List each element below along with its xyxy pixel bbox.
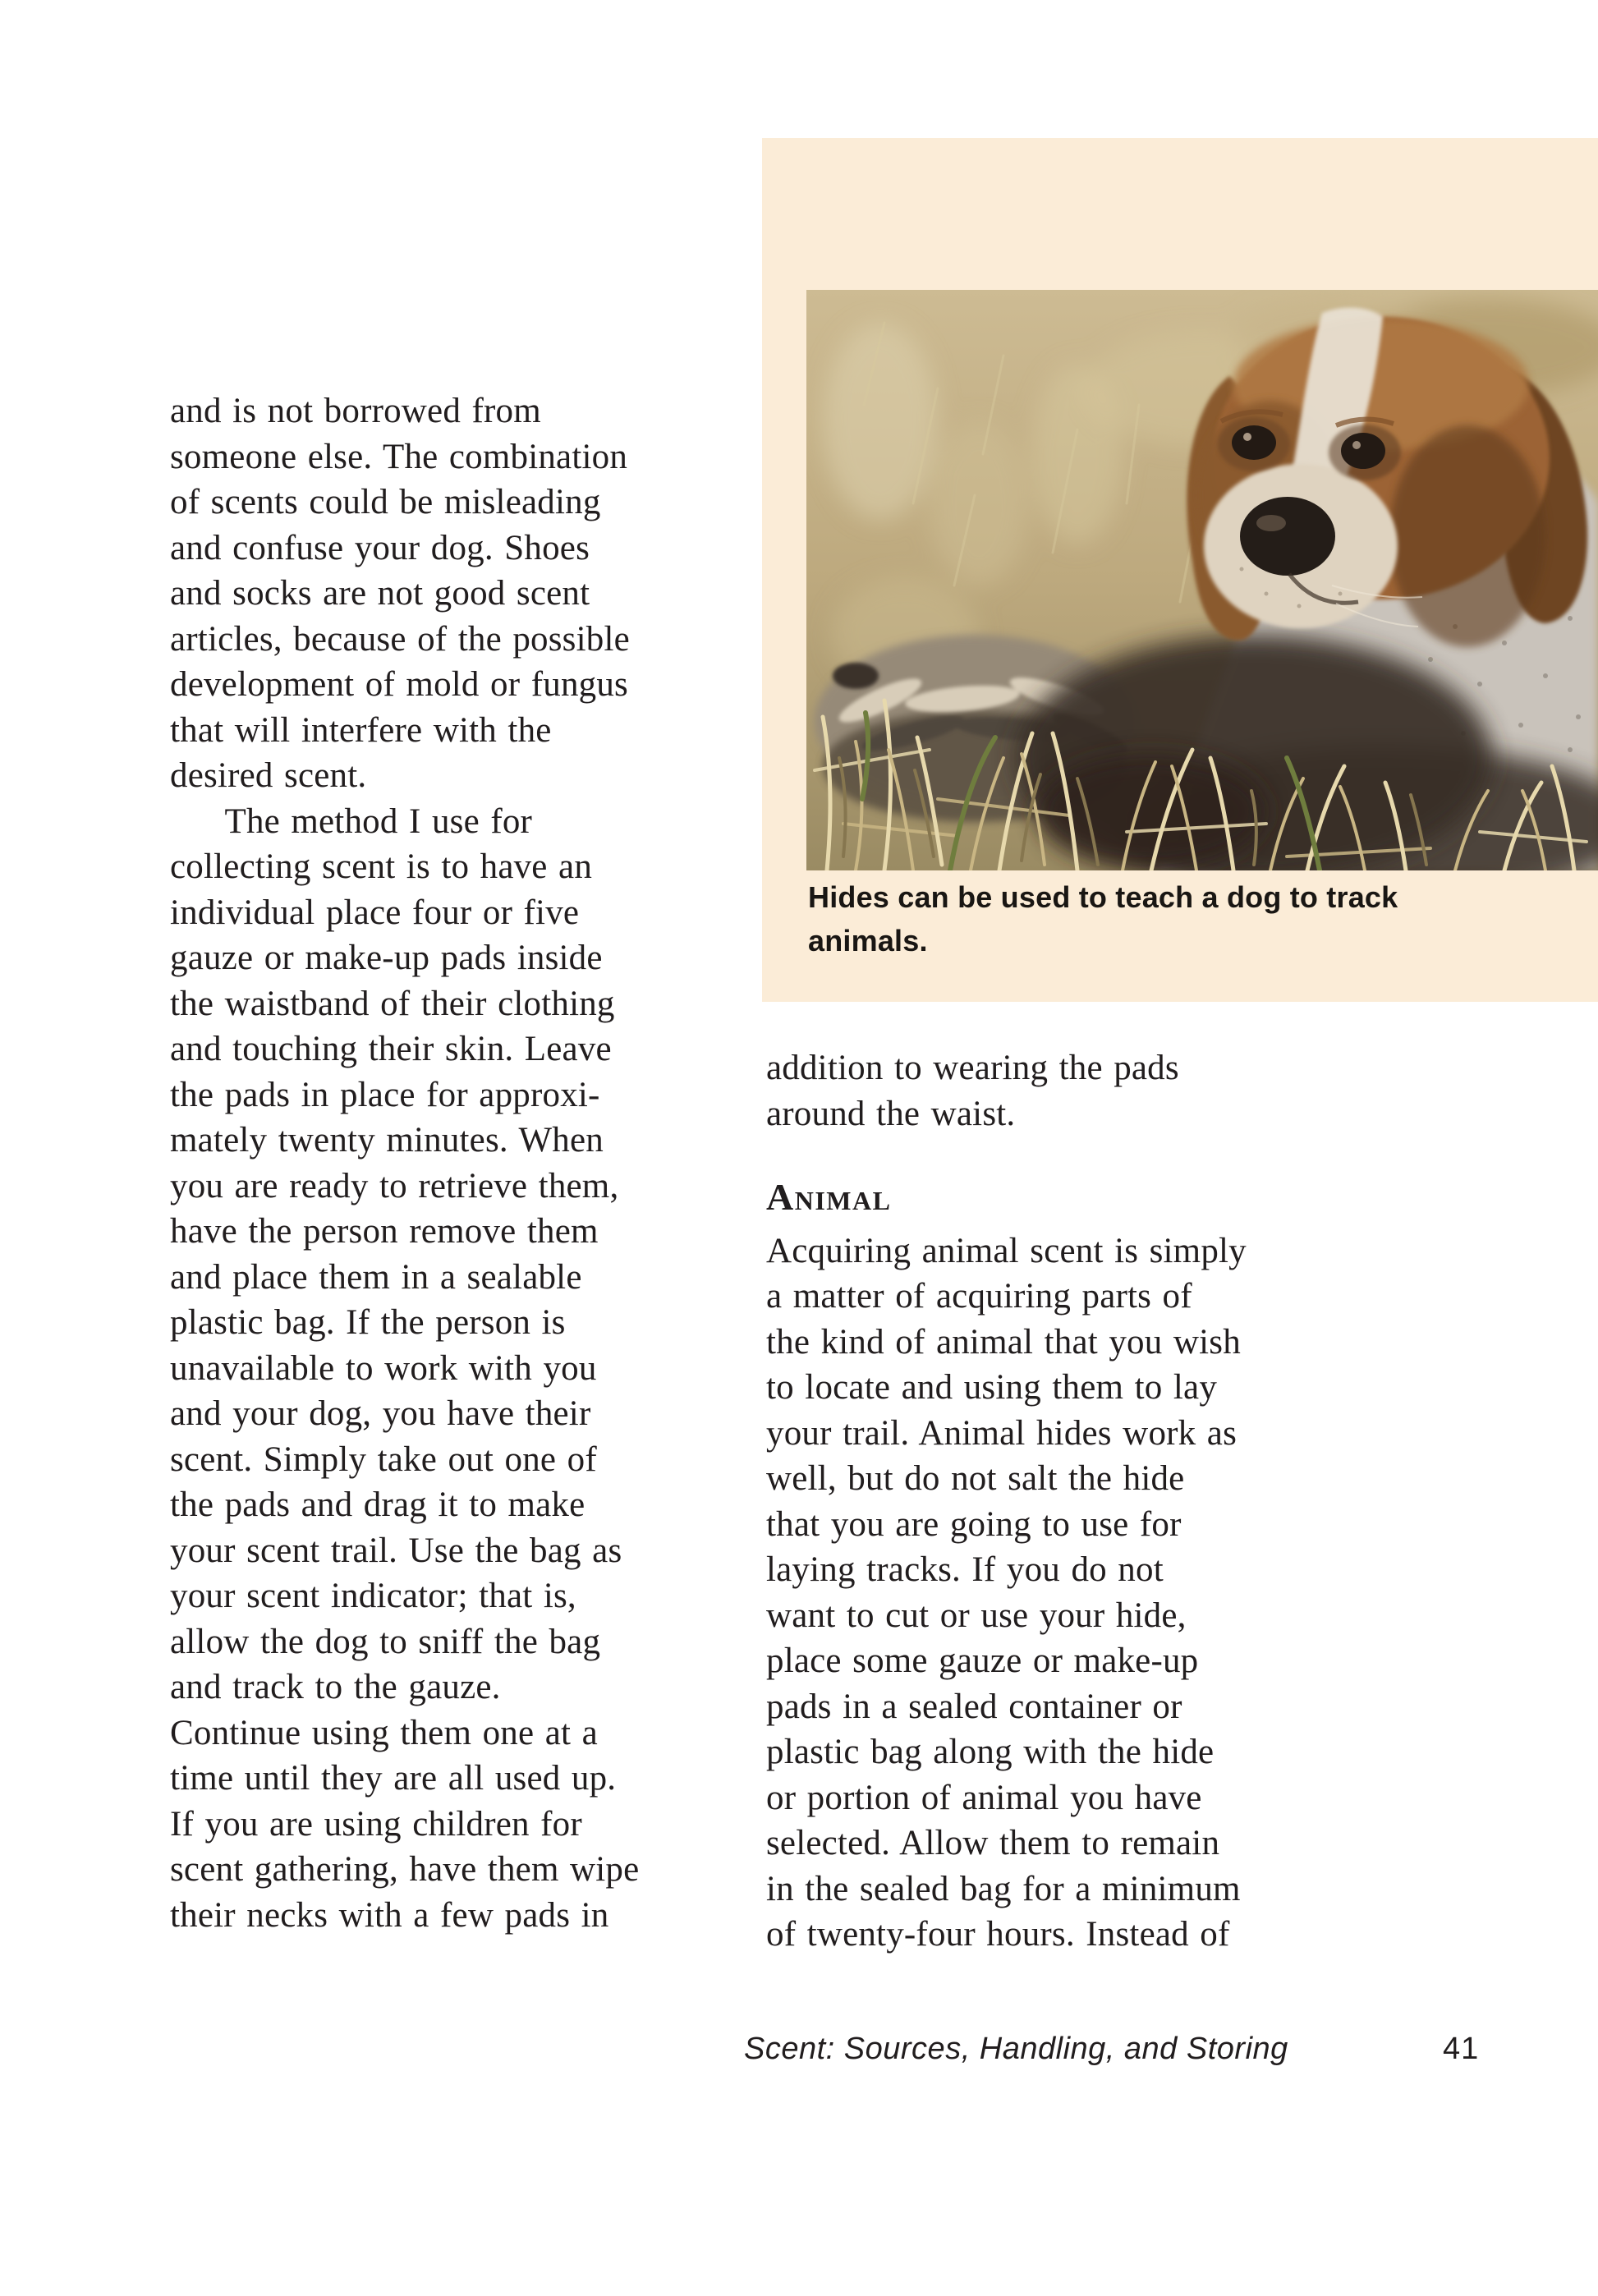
text-line: their necks with a few pads in [170,1895,609,1935]
text-line: of twenty-four hours. Instead of [766,1915,1230,1954]
running-title: Scent: Sources, Handling, and Storing [744,2032,1288,2066]
text-line: place some gauze or make-up [766,1642,1199,1680]
text-line: and is not borrowed from [170,392,541,430]
text-line: and place them in a sealable [170,1257,582,1297]
text-line: your trail. Animal hides work as [766,1413,1238,1453]
text-line: development of mold or fungus [170,665,628,704]
text-line: allow the dog to sniff the bag [170,1622,601,1661]
right-text-column [766,1045,1357,1958]
section-heading-animal: Animal [766,1176,892,1218]
photo-caption [808,875,1547,962]
text-line: unavailable to work with you [170,1348,597,1388]
text-line: well, but do not salt the hide [766,1459,1185,1498]
text-line: gauze or make-up pads inside [170,939,603,977]
text-line: and socks are not good scent [170,574,590,613]
text-line: and track to the gauze. [170,1668,501,1706]
text-line: The method I use for [170,801,533,841]
right-column-body [766,1228,1357,1958]
text-line: pads in a sealed container or [766,1687,1182,1726]
right-column-intro [766,1045,1357,1137]
text-line: plastic bag. If the person is [170,1303,566,1342]
text-line: that you are going to use for [766,1504,1182,1544]
text-line: the pads in place for approxi- [170,1075,600,1114]
text-line: the waistband of their clothing [170,984,615,1023]
text-line: scent gathering, have them wipe [170,1850,640,1889]
caption-line: Hides can be used to teach a dog to track [808,880,1398,914]
text-line: you are ready to retrieve them, [170,1166,619,1205]
text-line: that will interfere with the [170,710,552,750]
text-line: your scent indicator; that is, [170,1577,576,1615]
text-line: of scents could be misleading [170,483,601,521]
text-line: in the sealed bag for a minimum [766,1869,1241,1908]
text-line: your scent trail. Use the bag as [170,1531,622,1570]
text-line: want to cut or use your hide, [766,1596,1187,1635]
text-line: collecting scent is to have an [170,847,593,886]
text-line: a matter of acquiring parts of [766,1277,1192,1316]
text-line: around the waist. [766,1094,1016,1133]
text-line: the pads and drag it to make [170,1486,585,1524]
page-number: 41 [1443,2032,1480,2066]
puppy-photo [806,290,1598,870]
text-line: and touching their skin. Leave [170,1030,612,1068]
text-line: individual place four or five [170,893,580,932]
text-line: desired scent. [170,756,367,795]
text-line: mately twenty minutes. When [170,1121,604,1159]
text-line: If you are using children for [170,1804,582,1844]
puppy-photo-illustration [806,290,1598,870]
text-line: time until they are all used up. [170,1759,617,1798]
text-line: Continue using them one at a [170,1713,598,1752]
text-line: articles, because of the possible [170,619,630,659]
text-line: laying tracks. If you do not [766,1550,1164,1589]
text-line: to locate and using them to lay [766,1368,1218,1407]
caption-line: animals. [808,924,928,957]
text-line: someone else. The combination [170,437,628,476]
text-line: Acquiring animal scent is simply [766,1231,1247,1270]
text-line: addition to wearing the pads [766,1049,1179,1087]
text-line: and confuse your dog. Shoes [170,528,590,567]
text-line: or portion of animal you have [766,1778,1202,1817]
text-line: the kind of animal that you wish [766,1322,1241,1362]
text-line: scent. Simply take out one of [170,1440,597,1479]
page-footer [0,2032,1598,2081]
text-line: have the person remove them [170,1212,599,1251]
text-line: plastic bag along with the hide [766,1733,1215,1771]
text-line: and your dog, you have their [170,1394,591,1433]
text-line: selected. Allow them to remain [766,1824,1220,1862]
left-text-column [170,388,737,1938]
